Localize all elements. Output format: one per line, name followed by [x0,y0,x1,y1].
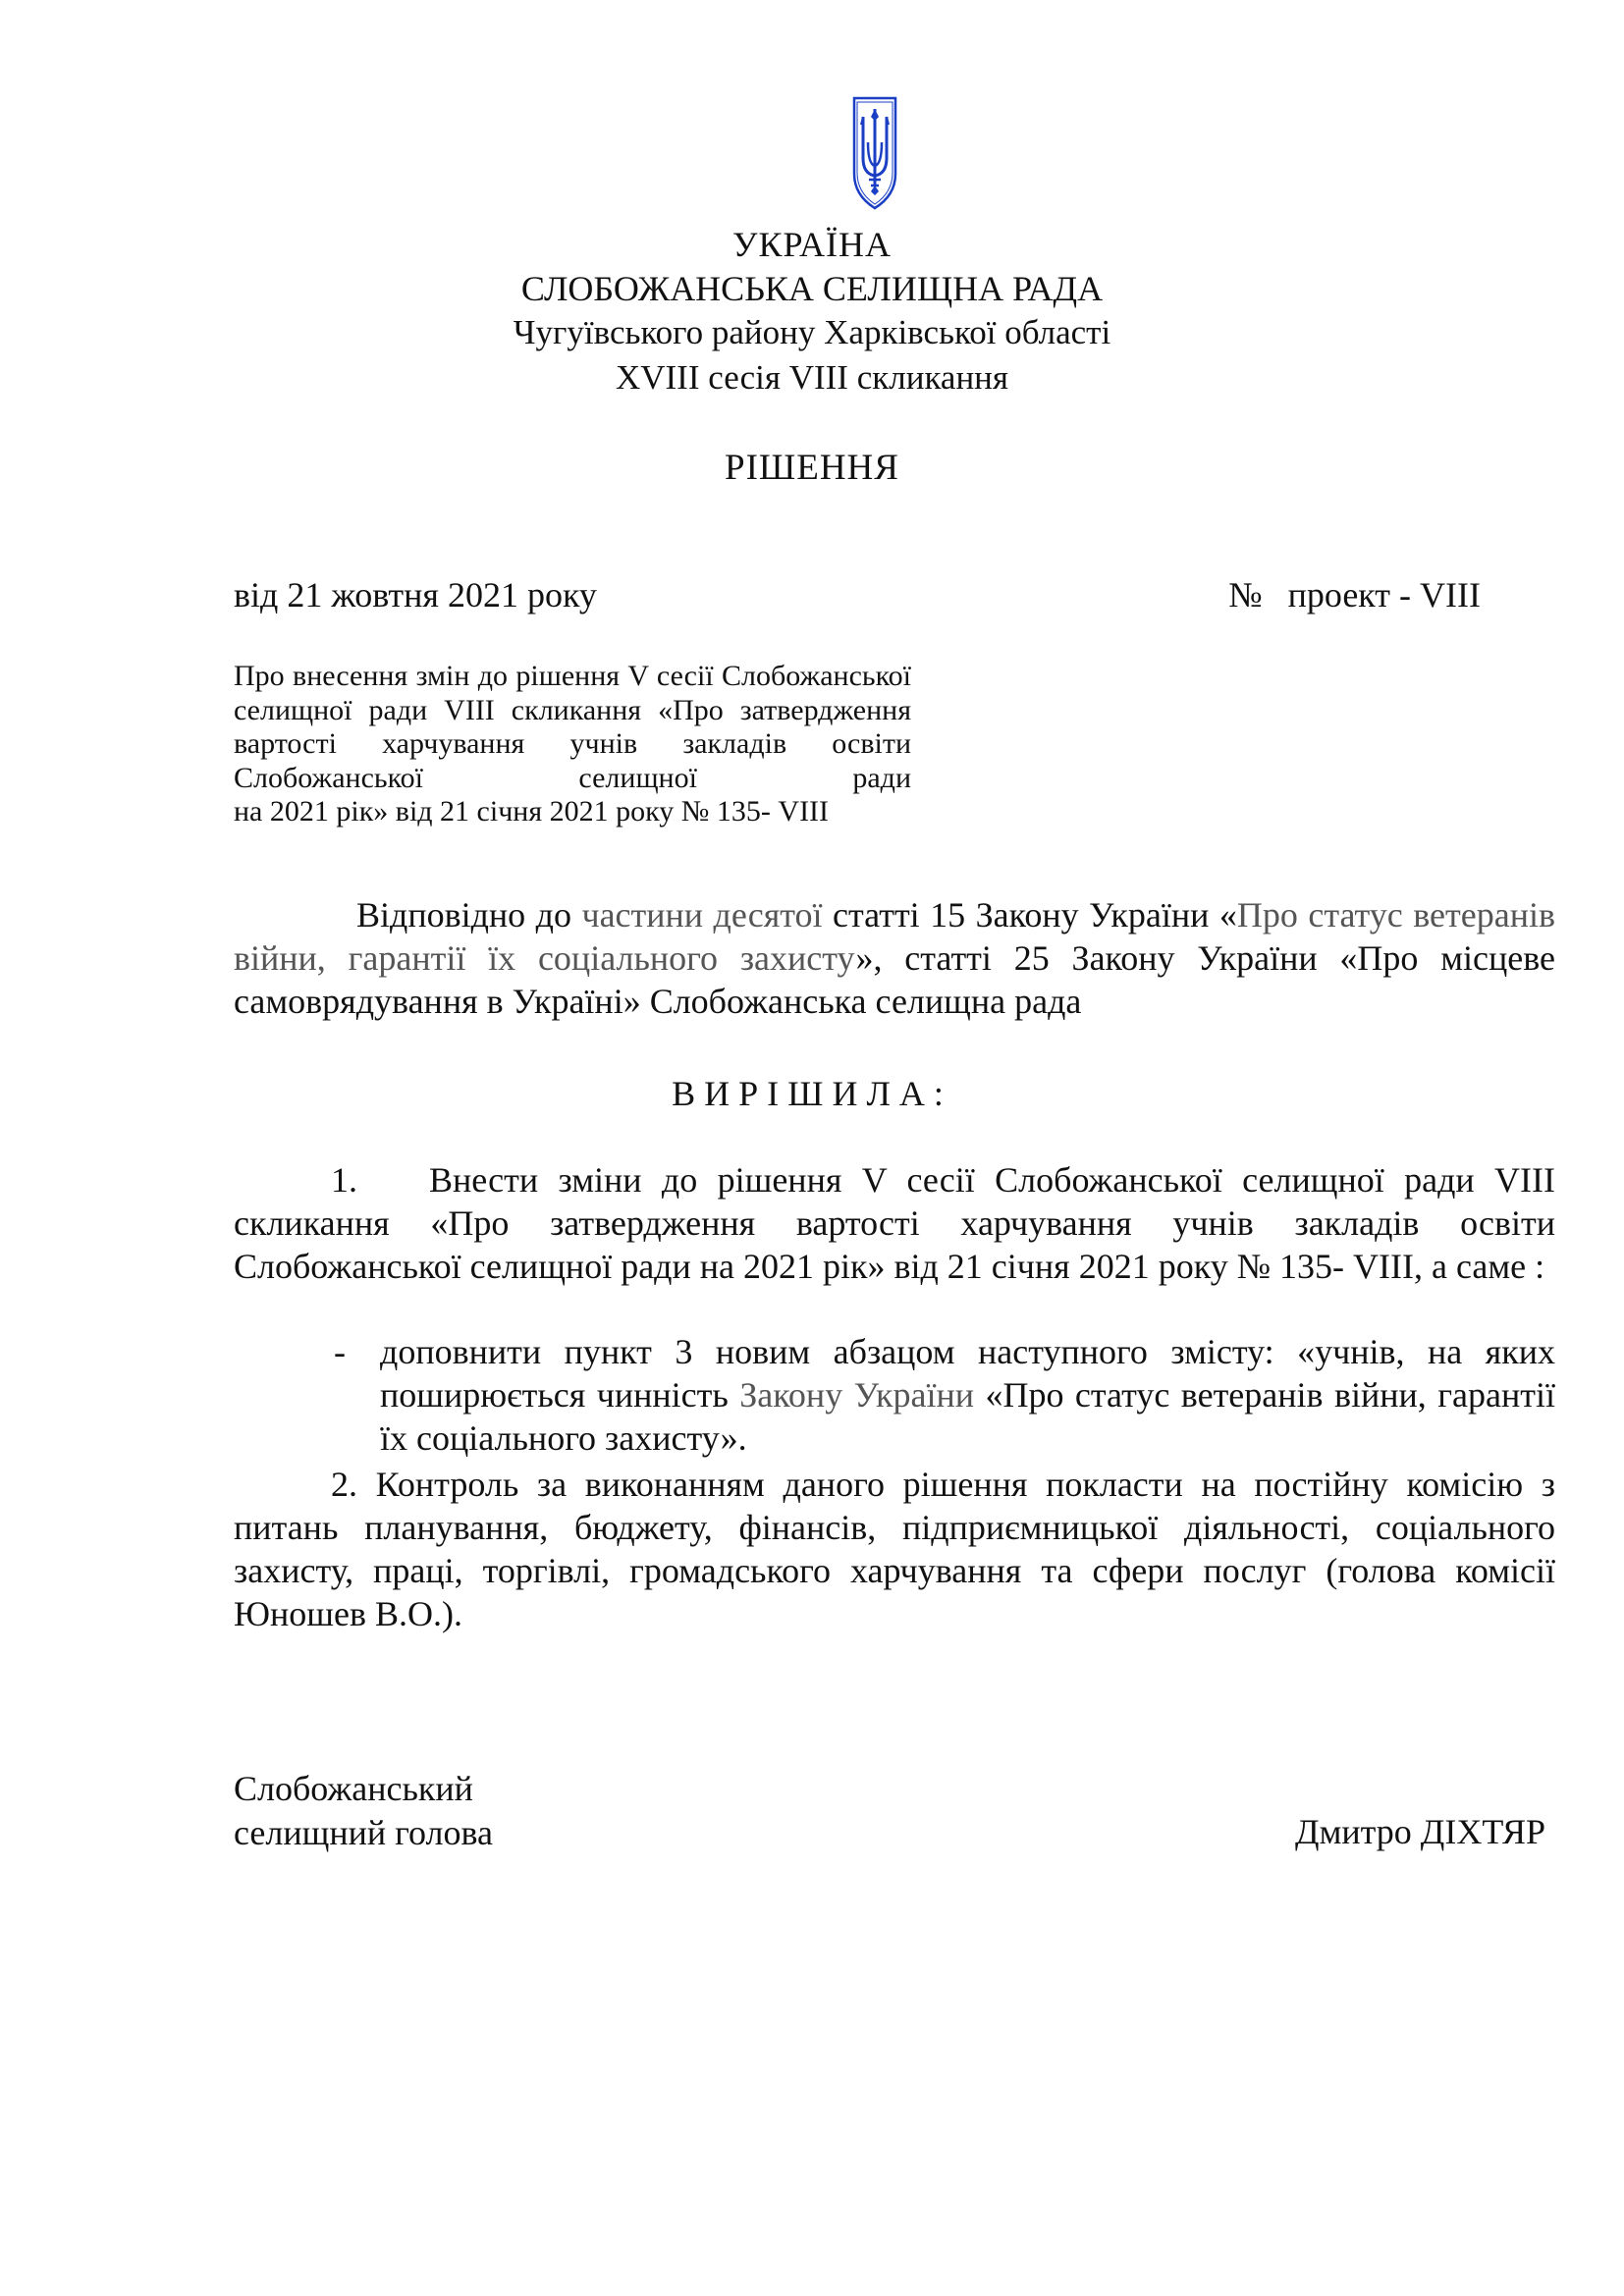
subject-line: закладів освіти Слобожанської селищної ради [234,727,911,794]
preamble-text: статті 15 Закону України « [822,895,1237,934]
decision-item-2: 2. Контроль за виконанням даного рішення покласти на постійну комісію з питань планування, бюджету, фінансів, підприємницької діяльності, соціального захисту, праці, торгівлі, громадського харчування та сфери послуг (голова комісії Юношев В.О.). [234,1465,1555,1633]
decision-date: від 21 жовтня 2021 року [234,575,597,614]
signatory-title-line: селищний голова [234,1813,494,1852]
decision-number [1228,574,1481,615]
decision-subject [234,660,911,829]
number-value: проект - VIII [1287,575,1481,614]
subject-line: Слобожанської селищної ради VIII скликання [234,660,911,726]
preamble-text: », статті 25 Закону України «Про місцеве самоврядування в Україні» Слобожанська селищна рада [234,938,1556,1021]
signatory-title-line: Слобожанський [234,1769,473,1808]
decision-item-1 [234,1158,1555,1288]
law-reference: частини десятої [581,895,823,934]
law-reference: Про статус ветеранів війни, гарантії їх соціального захисту [234,895,1555,978]
council-title: СЛОБОЖАНСЬКА СЕЛИЩНА РАДА [520,269,1104,308]
number-sign: № [1228,575,1263,614]
signatory-name: Дмитро ДІХТЯР [1295,1812,1545,1851]
subject-line: Про внесення змін до рішення V сесії [234,660,714,692]
subject-line: «Про затвердження вартості харчування учнів [234,693,911,760]
bullet-text-part: доповнити пункт 3 новим абзацом наступного змісту: «учнів, на яких поширюється чинність [380,1332,1555,1415]
district-subtitle: Чугуївського району Харківської області [513,313,1111,351]
law-reference: Закону України [739,1375,974,1415]
preamble-text: Відповідно до [356,895,582,934]
coat-of-arms-trident-icon [851,95,898,211]
bullet-text-part: «Про статус ветеранів війни, гарантії їх соціального захисту». [380,1375,1555,1458]
preamble-paragraph [234,893,1555,1023]
item-number: 1. [331,1160,357,1200]
country-title: УКРАЇНА [732,225,892,264]
resolved-heading: ВИРІШИЛА: [672,1074,952,1113]
document-type-title: РІШЕННЯ [725,448,899,488]
session-subtitle: XVIII сесія VIII скликання [615,358,1009,397]
bullet-text [380,1330,1555,1460]
subject-line: на 2021 рік» від 21 січня 2021 року № 135- VIII [234,795,830,828]
bullet-dash: - [334,1332,346,1371]
signatory-title [234,1767,493,1855]
amendment-bullet [334,1330,1555,1460]
item-text: Внести зміни до рішення V сесії Слобожанської селищної ради VIII скликання «Про затвердження вартості харчування учнів закладів освіти Слобожанської селищної ради на 2021 рік» від 21 січня 2021 року № 135- VIII, а саме : [234,1160,1555,1286]
